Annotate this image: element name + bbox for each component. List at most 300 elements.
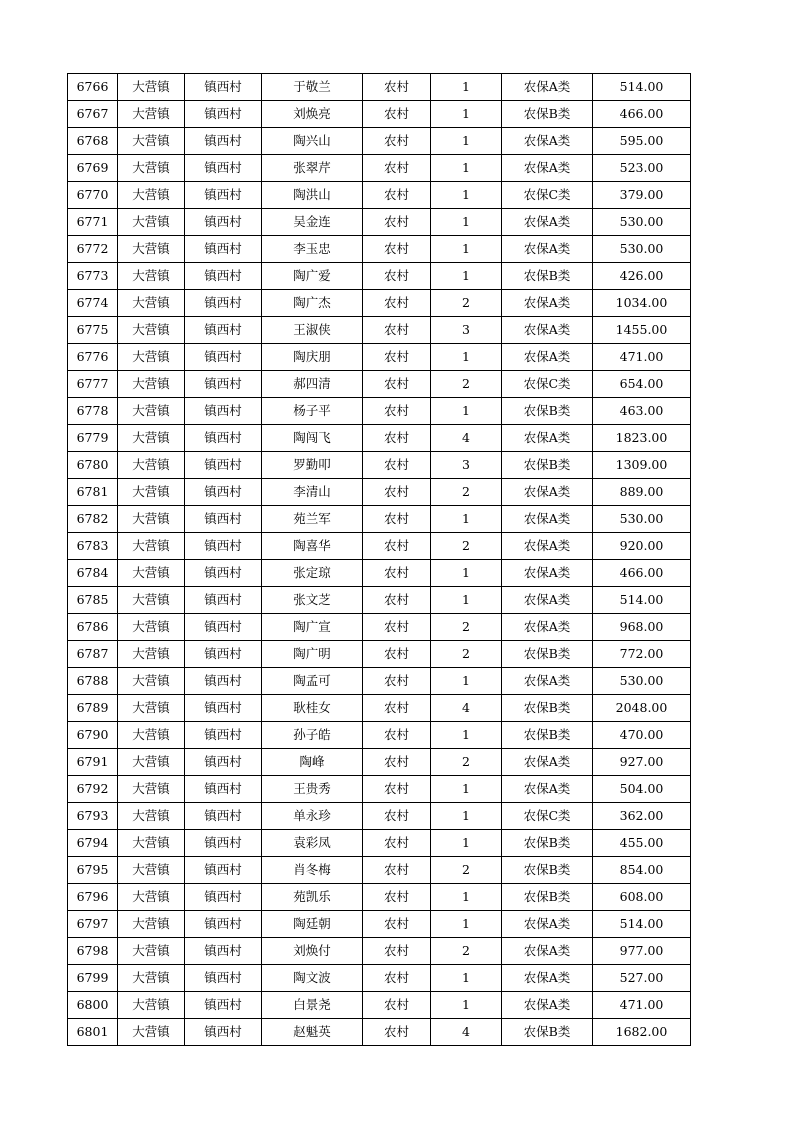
household-type-cell: 农村 (363, 155, 431, 182)
table-row (68, 209, 691, 236)
town-cell: 大营镇 (118, 722, 185, 749)
insurance-category-cell: 农保A类 (502, 614, 593, 641)
table-row (68, 992, 691, 1019)
table-row (68, 668, 691, 695)
insurance-category-cell: 农保B类 (502, 263, 593, 290)
household-type-cell: 农村 (363, 695, 431, 722)
serial-number-cell: 6784 (68, 560, 118, 587)
insurance-category-cell: 农保B类 (502, 695, 593, 722)
name-cell: 苑凯乐 (262, 884, 363, 911)
serial-number-cell: 6801 (68, 1019, 118, 1046)
amount-cell: 470.00 (593, 722, 691, 749)
table-row (68, 344, 691, 371)
insurance-category-cell: 农保B类 (502, 884, 593, 911)
amount-cell: 889.00 (593, 479, 691, 506)
household-type-cell: 农村 (363, 74, 431, 101)
member-count-cell: 1 (431, 209, 502, 236)
member-count-cell: 4 (431, 695, 502, 722)
roster-table (67, 73, 691, 1046)
amount-cell: 471.00 (593, 992, 691, 1019)
member-count-cell: 1 (431, 344, 502, 371)
amount-cell: 1455.00 (593, 317, 691, 344)
name-cell: 陶兴山 (262, 128, 363, 155)
amount-cell: 455.00 (593, 830, 691, 857)
name-cell: 罗勤叩 (262, 452, 363, 479)
village-cell: 镇西村 (185, 560, 262, 587)
table-row (68, 182, 691, 209)
town-cell: 大营镇 (118, 182, 185, 209)
amount-cell: 471.00 (593, 344, 691, 371)
table-row (68, 857, 691, 884)
member-count-cell: 2 (431, 533, 502, 560)
town-cell: 大营镇 (118, 101, 185, 128)
serial-number-cell: 6788 (68, 668, 118, 695)
village-cell: 镇西村 (185, 1019, 262, 1046)
table-row (68, 533, 691, 560)
amount-cell: 514.00 (593, 74, 691, 101)
table-row (68, 317, 691, 344)
serial-number-cell: 6799 (68, 965, 118, 992)
household-type-cell: 农村 (363, 641, 431, 668)
household-type-cell: 农村 (363, 317, 431, 344)
amount-cell: 523.00 (593, 155, 691, 182)
household-type-cell: 农村 (363, 560, 431, 587)
name-cell: 郝四清 (262, 371, 363, 398)
village-cell: 镇西村 (185, 911, 262, 938)
member-count-cell: 1 (431, 74, 502, 101)
member-count-cell: 1 (431, 182, 502, 209)
serial-number-cell: 6774 (68, 290, 118, 317)
name-cell: 张定琼 (262, 560, 363, 587)
household-type-cell: 农村 (363, 1019, 431, 1046)
insurance-category-cell: 农保A类 (502, 992, 593, 1019)
village-cell: 镇西村 (185, 641, 262, 668)
table-row (68, 236, 691, 263)
table-row (68, 722, 691, 749)
member-count-cell: 4 (431, 1019, 502, 1046)
serial-number-cell: 6798 (68, 938, 118, 965)
village-cell: 镇西村 (185, 803, 262, 830)
village-cell: 镇西村 (185, 479, 262, 506)
insurance-category-cell: 农保A类 (502, 128, 593, 155)
table-row (68, 830, 691, 857)
town-cell: 大营镇 (118, 290, 185, 317)
village-cell: 镇西村 (185, 398, 262, 425)
insurance-category-cell: 农保A类 (502, 749, 593, 776)
household-type-cell: 农村 (363, 182, 431, 209)
member-count-cell: 2 (431, 641, 502, 668)
village-cell: 镇西村 (185, 236, 262, 263)
insurance-category-cell: 农保A类 (502, 290, 593, 317)
amount-cell: 514.00 (593, 587, 691, 614)
town-cell: 大营镇 (118, 452, 185, 479)
town-cell: 大营镇 (118, 425, 185, 452)
household-type-cell: 农村 (363, 803, 431, 830)
name-cell: 陶文波 (262, 965, 363, 992)
serial-number-cell: 6781 (68, 479, 118, 506)
name-cell: 陶峰 (262, 749, 363, 776)
town-cell: 大营镇 (118, 857, 185, 884)
table-row (68, 128, 691, 155)
insurance-category-cell: 农保B类 (502, 857, 593, 884)
serial-number-cell: 6797 (68, 911, 118, 938)
amount-cell: 466.00 (593, 560, 691, 587)
household-type-cell: 农村 (363, 371, 431, 398)
name-cell: 刘焕亮 (262, 101, 363, 128)
name-cell: 陶孟可 (262, 668, 363, 695)
town-cell: 大营镇 (118, 506, 185, 533)
amount-cell: 504.00 (593, 776, 691, 803)
amount-cell: 527.00 (593, 965, 691, 992)
member-count-cell: 1 (431, 803, 502, 830)
village-cell: 镇西村 (185, 371, 262, 398)
town-cell: 大营镇 (118, 560, 185, 587)
household-type-cell: 农村 (363, 749, 431, 776)
serial-number-cell: 6776 (68, 344, 118, 371)
town-cell: 大营镇 (118, 209, 185, 236)
insurance-category-cell: 农保A类 (502, 965, 593, 992)
table-row (68, 101, 691, 128)
insurance-category-cell: 农保C类 (502, 371, 593, 398)
town-cell: 大营镇 (118, 344, 185, 371)
member-count-cell: 1 (431, 668, 502, 695)
serial-number-cell: 6793 (68, 803, 118, 830)
insurance-category-cell: 农保B类 (502, 398, 593, 425)
village-cell: 镇西村 (185, 749, 262, 776)
member-count-cell: 2 (431, 857, 502, 884)
serial-number-cell: 6785 (68, 587, 118, 614)
name-cell: 耿桂女 (262, 695, 363, 722)
table-row (68, 965, 691, 992)
name-cell: 苑兰军 (262, 506, 363, 533)
member-count-cell: 1 (431, 884, 502, 911)
household-type-cell: 农村 (363, 398, 431, 425)
serial-number-cell: 6787 (68, 641, 118, 668)
member-count-cell: 2 (431, 371, 502, 398)
member-count-cell: 2 (431, 938, 502, 965)
amount-cell: 1034.00 (593, 290, 691, 317)
insurance-category-cell: 农保A类 (502, 911, 593, 938)
village-cell: 镇西村 (185, 182, 262, 209)
name-cell: 李清山 (262, 479, 363, 506)
serial-number-cell: 6767 (68, 101, 118, 128)
name-cell: 肖冬梅 (262, 857, 363, 884)
serial-number-cell: 6777 (68, 371, 118, 398)
member-count-cell: 1 (431, 776, 502, 803)
town-cell: 大营镇 (118, 668, 185, 695)
town-cell: 大营镇 (118, 776, 185, 803)
name-cell: 陶广宣 (262, 614, 363, 641)
amount-cell: 920.00 (593, 533, 691, 560)
member-count-cell: 2 (431, 290, 502, 317)
village-cell: 镇西村 (185, 722, 262, 749)
name-cell: 赵魁英 (262, 1019, 363, 1046)
insurance-category-cell: 农保A类 (502, 560, 593, 587)
village-cell: 镇西村 (185, 614, 262, 641)
village-cell: 镇西村 (185, 938, 262, 965)
member-count-cell: 1 (431, 992, 502, 1019)
member-count-cell: 1 (431, 587, 502, 614)
serial-number-cell: 6769 (68, 155, 118, 182)
member-count-cell: 1 (431, 155, 502, 182)
serial-number-cell: 6786 (68, 614, 118, 641)
household-type-cell: 农村 (363, 101, 431, 128)
member-count-cell: 2 (431, 479, 502, 506)
insurance-category-cell: 农保A类 (502, 533, 593, 560)
insurance-category-cell: 农保A类 (502, 236, 593, 263)
village-cell: 镇西村 (185, 533, 262, 560)
town-cell: 大营镇 (118, 641, 185, 668)
insurance-category-cell: 农保A类 (502, 506, 593, 533)
town-cell: 大营镇 (118, 1019, 185, 1046)
town-cell: 大营镇 (118, 695, 185, 722)
town-cell: 大营镇 (118, 587, 185, 614)
table-row (68, 560, 691, 587)
name-cell: 陶广爱 (262, 263, 363, 290)
insurance-category-cell: 农保A类 (502, 155, 593, 182)
insurance-category-cell: 农保A类 (502, 776, 593, 803)
serial-number-cell: 6782 (68, 506, 118, 533)
insurance-category-cell: 农保A类 (502, 74, 593, 101)
village-cell: 镇西村 (185, 425, 262, 452)
household-type-cell: 农村 (363, 965, 431, 992)
insurance-category-cell: 农保A类 (502, 668, 593, 695)
amount-cell: 1682.00 (593, 1019, 691, 1046)
table-row (68, 155, 691, 182)
serial-number-cell: 6790 (68, 722, 118, 749)
name-cell: 孙子皓 (262, 722, 363, 749)
insurance-category-cell: 农保B类 (502, 722, 593, 749)
name-cell: 王贵秀 (262, 776, 363, 803)
name-cell: 陶廷朝 (262, 911, 363, 938)
household-type-cell: 农村 (363, 992, 431, 1019)
table-row (68, 290, 691, 317)
table-row (68, 695, 691, 722)
member-count-cell: 3 (431, 452, 502, 479)
town-cell: 大营镇 (118, 992, 185, 1019)
table-row (68, 479, 691, 506)
village-cell: 镇西村 (185, 668, 262, 695)
member-count-cell: 1 (431, 398, 502, 425)
household-type-cell: 农村 (363, 857, 431, 884)
amount-cell: 1823.00 (593, 425, 691, 452)
town-cell: 大营镇 (118, 317, 185, 344)
village-cell: 镇西村 (185, 506, 262, 533)
member-count-cell: 1 (431, 560, 502, 587)
member-count-cell: 2 (431, 614, 502, 641)
member-count-cell: 1 (431, 101, 502, 128)
household-type-cell: 农村 (363, 587, 431, 614)
amount-cell: 1309.00 (593, 452, 691, 479)
table-row (68, 641, 691, 668)
serial-number-cell: 6792 (68, 776, 118, 803)
town-cell: 大营镇 (118, 938, 185, 965)
insurance-category-cell: 农保A类 (502, 479, 593, 506)
amount-cell: 854.00 (593, 857, 691, 884)
name-cell: 陶洪山 (262, 182, 363, 209)
amount-cell: 530.00 (593, 236, 691, 263)
name-cell: 刘焕付 (262, 938, 363, 965)
village-cell: 镇西村 (185, 695, 262, 722)
household-type-cell: 农村 (363, 209, 431, 236)
table-row (68, 884, 691, 911)
amount-cell: 927.00 (593, 749, 691, 776)
serial-number-cell: 6795 (68, 857, 118, 884)
village-cell: 镇西村 (185, 344, 262, 371)
town-cell: 大营镇 (118, 236, 185, 263)
household-type-cell: 农村 (363, 479, 431, 506)
member-count-cell: 1 (431, 911, 502, 938)
amount-cell: 530.00 (593, 668, 691, 695)
table-row (68, 776, 691, 803)
serial-number-cell: 6778 (68, 398, 118, 425)
village-cell: 镇西村 (185, 128, 262, 155)
town-cell: 大营镇 (118, 911, 185, 938)
member-count-cell: 2 (431, 749, 502, 776)
town-cell: 大营镇 (118, 533, 185, 560)
serial-number-cell: 6773 (68, 263, 118, 290)
insurance-category-cell: 农保B类 (502, 101, 593, 128)
table-row (68, 1019, 691, 1046)
name-cell: 李玉忠 (262, 236, 363, 263)
table-row (68, 911, 691, 938)
amount-cell: 968.00 (593, 614, 691, 641)
table-row (68, 263, 691, 290)
insurance-category-cell: 农保A类 (502, 425, 593, 452)
town-cell: 大营镇 (118, 830, 185, 857)
amount-cell: 608.00 (593, 884, 691, 911)
household-type-cell: 农村 (363, 506, 431, 533)
serial-number-cell: 6768 (68, 128, 118, 155)
name-cell: 单永珍 (262, 803, 363, 830)
amount-cell: 2048.00 (593, 695, 691, 722)
village-cell: 镇西村 (185, 209, 262, 236)
table-row (68, 803, 691, 830)
insurance-category-cell: 农保A类 (502, 209, 593, 236)
member-count-cell: 1 (431, 830, 502, 857)
serial-number-cell: 6772 (68, 236, 118, 263)
town-cell: 大营镇 (118, 371, 185, 398)
household-type-cell: 农村 (363, 830, 431, 857)
name-cell: 张翠芹 (262, 155, 363, 182)
serial-number-cell: 6780 (68, 452, 118, 479)
village-cell: 镇西村 (185, 290, 262, 317)
village-cell: 镇西村 (185, 857, 262, 884)
table-row (68, 587, 691, 614)
member-count-cell: 1 (431, 965, 502, 992)
serial-number-cell: 6796 (68, 884, 118, 911)
town-cell: 大营镇 (118, 128, 185, 155)
insurance-category-cell: 农保B类 (502, 830, 593, 857)
table-row (68, 614, 691, 641)
insurance-category-cell: 农保A类 (502, 344, 593, 371)
amount-cell: 772.00 (593, 641, 691, 668)
household-type-cell: 农村 (363, 614, 431, 641)
member-count-cell: 1 (431, 263, 502, 290)
village-cell: 镇西村 (185, 884, 262, 911)
table-row (68, 425, 691, 452)
village-cell: 镇西村 (185, 587, 262, 614)
household-type-cell: 农村 (363, 668, 431, 695)
amount-cell: 977.00 (593, 938, 691, 965)
insurance-category-cell: 农保B类 (502, 1019, 593, 1046)
amount-cell: 379.00 (593, 182, 691, 209)
member-count-cell: 1 (431, 722, 502, 749)
member-count-cell: 1 (431, 236, 502, 263)
name-cell: 陶广杰 (262, 290, 363, 317)
household-type-cell: 农村 (363, 884, 431, 911)
insurance-category-cell: 农保A类 (502, 938, 593, 965)
amount-cell: 466.00 (593, 101, 691, 128)
village-cell: 镇西村 (185, 965, 262, 992)
table-row (68, 452, 691, 479)
household-type-cell: 农村 (363, 452, 431, 479)
serial-number-cell: 6779 (68, 425, 118, 452)
village-cell: 镇西村 (185, 452, 262, 479)
household-type-cell: 农村 (363, 236, 431, 263)
name-cell: 杨子平 (262, 398, 363, 425)
household-type-cell: 农村 (363, 938, 431, 965)
village-cell: 镇西村 (185, 776, 262, 803)
amount-cell: 362.00 (593, 803, 691, 830)
serial-number-cell: 6770 (68, 182, 118, 209)
household-type-cell: 农村 (363, 425, 431, 452)
village-cell: 镇西村 (185, 317, 262, 344)
name-cell: 于敬兰 (262, 74, 363, 101)
serial-number-cell: 6789 (68, 695, 118, 722)
insurance-category-cell: 农保C类 (502, 182, 593, 209)
town-cell: 大营镇 (118, 479, 185, 506)
village-cell: 镇西村 (185, 101, 262, 128)
serial-number-cell: 6794 (68, 830, 118, 857)
name-cell: 陶喜华 (262, 533, 363, 560)
serial-number-cell: 6800 (68, 992, 118, 1019)
amount-cell: 426.00 (593, 263, 691, 290)
insurance-category-cell: 农保A类 (502, 317, 593, 344)
village-cell: 镇西村 (185, 992, 262, 1019)
roster-body (68, 74, 691, 1046)
amount-cell: 654.00 (593, 371, 691, 398)
name-cell: 白景尧 (262, 992, 363, 1019)
village-cell: 镇西村 (185, 155, 262, 182)
serial-number-cell: 6783 (68, 533, 118, 560)
town-cell: 大营镇 (118, 803, 185, 830)
member-count-cell: 3 (431, 317, 502, 344)
town-cell: 大营镇 (118, 614, 185, 641)
table-row (68, 398, 691, 425)
amount-cell: 514.00 (593, 911, 691, 938)
name-cell: 陶庆朋 (262, 344, 363, 371)
household-type-cell: 农村 (363, 776, 431, 803)
table-row (68, 749, 691, 776)
name-cell: 吴金连 (262, 209, 363, 236)
table-row (68, 938, 691, 965)
amount-cell: 530.00 (593, 506, 691, 533)
name-cell: 袁彩凤 (262, 830, 363, 857)
household-type-cell: 农村 (363, 911, 431, 938)
town-cell: 大营镇 (118, 155, 185, 182)
town-cell: 大营镇 (118, 398, 185, 425)
household-type-cell: 农村 (363, 533, 431, 560)
name-cell: 张文芝 (262, 587, 363, 614)
member-count-cell: 4 (431, 425, 502, 452)
table-row (68, 506, 691, 533)
town-cell: 大营镇 (118, 884, 185, 911)
amount-cell: 595.00 (593, 128, 691, 155)
village-cell: 镇西村 (185, 263, 262, 290)
serial-number-cell: 6791 (68, 749, 118, 776)
town-cell: 大营镇 (118, 74, 185, 101)
